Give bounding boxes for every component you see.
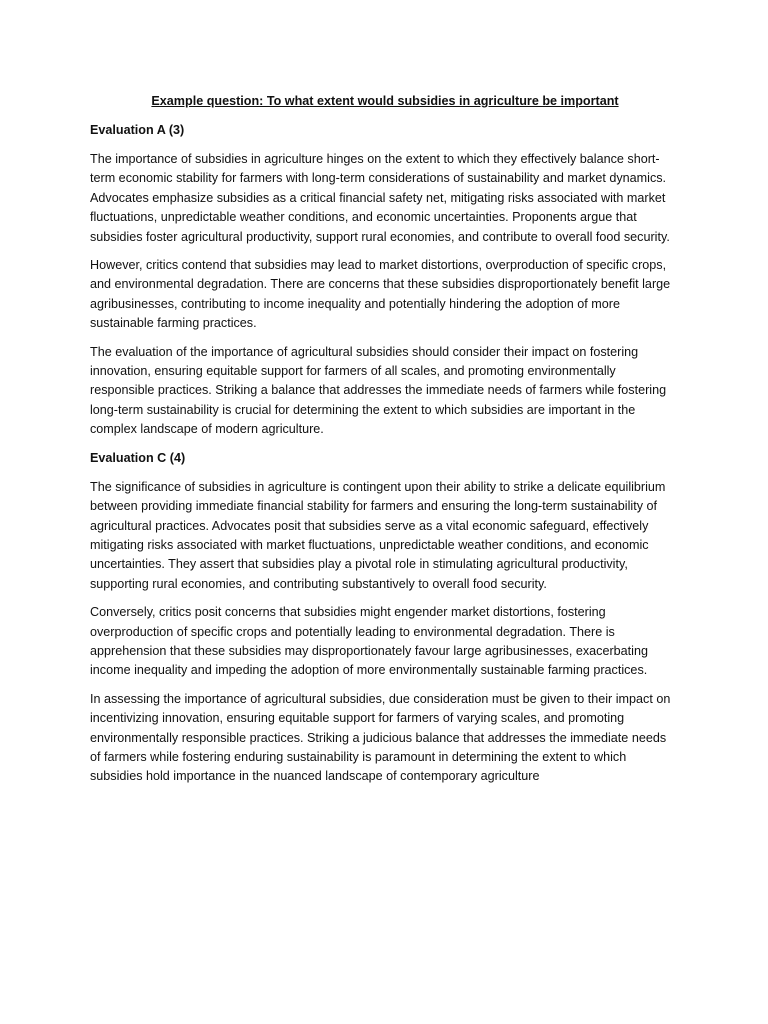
paragraph: The evaluation of the importance of agricultural subsidies should consider their impact on fostering innovation, ensuring equitable support for farmers of all scales, and promoting environmentally responsible practices. Striking a balance that addresses the immediate needs of farmers while fostering long-term sustainability is crucial for determining the extent to which subsidies are important in the complex landscape of modern agriculture.	[90, 344, 667, 437]
section-evaluation-c	[90, 449, 680, 787]
paragraph: In assessing the importance of agricultural subsidies, due consideration must be given to their impact on incentivizing innovation, ensuring equitable support for farmers of varying scales, and promoting environmentally responsible practices. Striking a judicious balance that addresses the immediate needs of farmers while fostering enduring sustainability is paramount in determining the extent to which subsidies hold importance in the nuanced landscape of contemporary agriculture	[90, 691, 671, 784]
section-heading: Evaluation C (4)	[90, 450, 186, 465]
paragraph: Conversely, critics posit concerns that subsidies might engender market distortions, fostering overproduction of specific crops and potentially leading to environmental degradation. There is apprehension that these subsidies may disproportionately favour large agribusinesses, exacerbating income inequality and impeding the adoption of more environmentally sustainable farming practices.	[90, 605, 648, 678]
paragraph: The importance of subsidies in agriculture hinges on the extent to which they effectively balance short-term economic stability for farmers with long-term considerations of sustainability and market dynamics. Advocates emphasize subsidies as a critical financial safety net, mitigating risks associated with market fluctuations, unpredictable weather conditions, and economic uncertainties. Proponents argue that subsidies foster agricultural productivity, support rural economies, and contribute to overall food security.	[90, 152, 670, 244]
document-title: Example question: To what extent would subsidies in agriculture be important	[151, 94, 619, 108]
paragraph: However, critics contend that subsidies may lead to market distortions, overproduction of specific crops, and environmental degradation. There are concerns that these subsidies disproportionately benefit large agribusinesses, contributing to income inequality and potentially hindering the adoption of more sustainable farming practices.	[90, 258, 671, 331]
paragraph: The significance of subsidies in agriculture is contingent upon their ability to strike a delicate equilibrium between providing immediate financial stability for farmers and ensuring the long-term sustainability of agricultural practices. Advocates posit that subsidies serve as a vital economic safeguard, effectively mitigating risks associated with market fluctuations, unpredictable weather conditions, and economic uncertainties. They assert that subsidies play a pivotal role in stimulating agricultural productivity, supporting rural economies, and contributing substantively to overall food security.	[90, 479, 666, 591]
section-evaluation-a	[90, 121, 680, 440]
document-page	[90, 92, 680, 796]
section-heading: Evaluation A (3)	[90, 123, 185, 137]
